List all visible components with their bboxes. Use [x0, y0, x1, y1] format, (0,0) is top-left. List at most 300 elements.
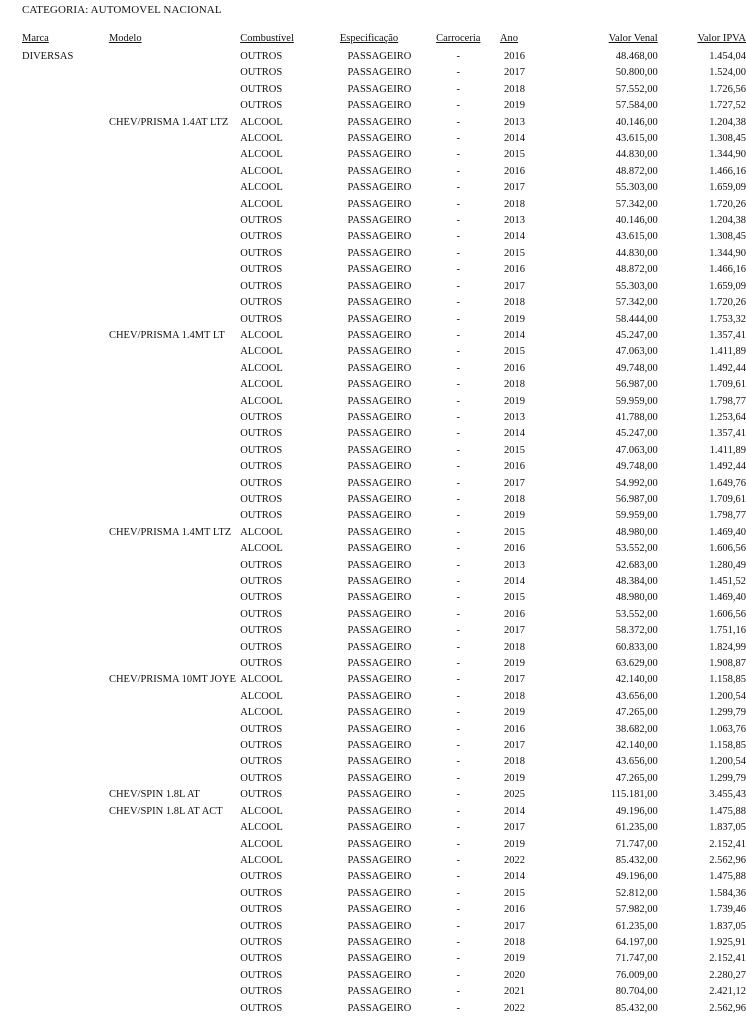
- table-row: [22, 246, 746, 262]
- cell-marca: [22, 197, 109, 213]
- cell-especificacao: PASSAGEIRO: [347, 83, 412, 95]
- cell-valor-venal: 57.342,00: [615, 198, 658, 210]
- cell-carroceria: -: [456, 805, 461, 817]
- cell-especificacao: PASSAGEIRO: [347, 1002, 412, 1014]
- cell-modelo: [109, 246, 240, 262]
- cell-valor-ipva: 1.344,90: [709, 149, 746, 161]
- cell-modelo: [109, 377, 240, 393]
- cell-marca: [22, 902, 109, 918]
- cell-especificacao: PASSAGEIRO: [347, 838, 412, 850]
- cell-modelo: [109, 837, 240, 853]
- cell-especificacao: PASSAGEIRO: [347, 149, 412, 161]
- cell-especificacao: PASSAGEIRO: [347, 215, 412, 227]
- cell-ano: 2013: [503, 215, 525, 227]
- cell-combustivel: OUTROS: [240, 493, 283, 505]
- cell-marca: [22, 262, 109, 278]
- table-row: [22, 525, 746, 541]
- cell-combustivel: OUTROS: [240, 67, 283, 79]
- cell-valor-ipva: 1.584,36: [709, 887, 746, 899]
- cell-ano: 2022: [503, 1002, 525, 1014]
- cell-valor-ipva: 1.454,04: [709, 51, 746, 62]
- cell-especificacao: PASSAGEIRO: [347, 264, 412, 276]
- cell-carroceria: -: [456, 871, 461, 883]
- cell-valor-ipva: 1.524,00: [709, 67, 746, 79]
- cell-valor-ipva: 1.411,89: [709, 444, 746, 456]
- cell-modelo: [109, 410, 240, 426]
- cell-valor-venal: 80.704,00: [615, 986, 658, 998]
- cell-marca: [22, 689, 109, 705]
- cell-modelo: [109, 771, 240, 787]
- cell-especificacao: PASSAGEIRO: [347, 133, 412, 145]
- table-row: [22, 65, 746, 81]
- cell-valor-venal: 58.444,00: [615, 313, 658, 325]
- cell-modelo: [109, 197, 240, 213]
- cell-marca: [22, 246, 109, 262]
- cell-modelo: [109, 65, 240, 81]
- cell-combustivel: OUTROS: [240, 953, 283, 965]
- cell-modelo: [109, 295, 240, 311]
- cell-modelo: [109, 558, 240, 574]
- cell-marca: [22, 492, 109, 508]
- cell-modelo: [109, 229, 240, 245]
- cell-modelo: [109, 312, 240, 328]
- cell-marca: [22, 82, 109, 98]
- table-row: [22, 558, 746, 574]
- cell-valor-ipva: 1.411,89: [709, 346, 746, 358]
- cell-combustivel: ALCOOL: [240, 198, 283, 210]
- cell-valor-ipva: 1.720,26: [709, 198, 746, 210]
- cell-modelo: [109, 147, 240, 163]
- cell-carroceria: -: [456, 346, 461, 358]
- cell-modelo: [109, 705, 240, 721]
- cell-modelo: [109, 361, 240, 377]
- cell-valor-venal: 59.959,00: [615, 510, 658, 522]
- cell-valor-ipva: 1.204,38: [709, 215, 746, 227]
- cell-especificacao: PASSAGEIRO: [347, 887, 412, 899]
- cell-valor-ipva: 1.798,77: [709, 395, 746, 407]
- cell-valor-venal: 47.265,00: [615, 772, 658, 784]
- table-row: [22, 295, 746, 311]
- table-row: [22, 492, 746, 508]
- cell-modelo: [109, 164, 240, 180]
- cell-ano: 2014: [503, 428, 525, 440]
- cell-modelo: [109, 590, 240, 606]
- cell-ano: 2019: [503, 838, 525, 850]
- cell-especificacao: PASSAGEIRO: [347, 805, 412, 817]
- cell-valor-venal: 42.140,00: [615, 674, 658, 686]
- cell-carroceria: -: [456, 297, 461, 309]
- cell-marca: [22, 1001, 109, 1017]
- table-row: [22, 919, 746, 935]
- cell-especificacao: PASSAGEIRO: [347, 461, 412, 473]
- cell-modelo: [109, 82, 240, 98]
- cell-carroceria: -: [456, 444, 461, 456]
- table-row: [22, 98, 746, 114]
- cell-ano: 2013: [503, 559, 525, 571]
- cell-modelo: [109, 476, 240, 492]
- cell-carroceria: -: [456, 641, 461, 653]
- vehicle-value-table: [22, 33, 746, 1017]
- cell-ano: 2015: [503, 444, 525, 456]
- table-row: [22, 49, 746, 65]
- cell-valor-ipva: 1.739,46: [709, 904, 746, 916]
- cell-valor-ipva: 1.751,16: [709, 625, 746, 637]
- cell-ano: 2019: [503, 707, 525, 719]
- cell-modelo: [109, 426, 240, 442]
- cell-modelo: [109, 262, 240, 278]
- cell-valor-ipva: 1.720,26: [709, 297, 746, 309]
- cell-combustivel: ALCOOL: [240, 690, 283, 702]
- cell-carroceria: -: [456, 411, 461, 423]
- cell-modelo: [109, 213, 240, 229]
- cell-especificacao: PASSAGEIRO: [347, 740, 412, 752]
- cell-combustivel: ALCOOL: [240, 526, 283, 538]
- cell-carroceria: -: [456, 969, 461, 981]
- cell-carroceria: -: [456, 723, 461, 735]
- cell-carroceria: -: [456, 904, 461, 916]
- cell-modelo: [109, 886, 240, 902]
- cell-carroceria: -: [456, 592, 461, 604]
- cell-valor-ipva: 1.466,16: [709, 165, 746, 177]
- cell-valor-venal: 71.747,00: [615, 838, 658, 850]
- cell-ano: 2018: [503, 379, 525, 391]
- table-row: [22, 705, 746, 721]
- table-row: [22, 82, 746, 98]
- cell-especificacao: PASSAGEIRO: [347, 936, 412, 948]
- cell-valor-venal: 76.009,00: [615, 969, 658, 981]
- table-row: [22, 902, 746, 918]
- cell-especificacao: PASSAGEIRO: [347, 116, 412, 128]
- cell-carroceria: -: [456, 215, 461, 227]
- cell-especificacao: PASSAGEIRO: [347, 100, 412, 112]
- cell-marca: [22, 787, 109, 803]
- cell-marca: [22, 361, 109, 377]
- cell-ano: 2015: [503, 592, 525, 604]
- cell-combustivel: OUTROS: [240, 936, 283, 948]
- cell-marca: [22, 65, 109, 81]
- header-combustivel: Combustível: [240, 33, 294, 44]
- table-row: [22, 754, 746, 770]
- cell-combustivel: OUTROS: [240, 477, 283, 489]
- cell-valor-ipva: 1.200,54: [709, 756, 746, 768]
- cell-especificacao: PASSAGEIRO: [347, 362, 412, 374]
- cell-valor-ipva: 1.837,05: [709, 822, 746, 834]
- cell-carroceria: -: [456, 313, 461, 325]
- cell-marca: [22, 377, 109, 393]
- cell-ano: 2014: [503, 329, 525, 341]
- cell-especificacao: PASSAGEIRO: [347, 625, 412, 637]
- cell-combustivel: OUTROS: [240, 576, 283, 587]
- cell-valor-ipva: 1.466,16: [709, 264, 746, 276]
- cell-combustivel: ALCOOL: [240, 379, 283, 391]
- cell-valor-venal: 49.748,00: [615, 461, 658, 473]
- cell-marca: [22, 590, 109, 606]
- table-row: [22, 574, 746, 590]
- cell-marca: [22, 147, 109, 163]
- cell-combustivel: OUTROS: [240, 658, 283, 670]
- cell-combustivel: OUTROS: [240, 740, 283, 752]
- cell-combustivel: OUTROS: [240, 411, 283, 423]
- cell-especificacao: PASSAGEIRO: [347, 707, 412, 719]
- cell-combustivel: ALCOOL: [240, 822, 283, 834]
- cell-valor-ipva: 2.152,41: [709, 838, 746, 850]
- cell-valor-ipva: 1.451,52: [709, 576, 746, 587]
- cell-modelo: [109, 541, 240, 557]
- cell-combustivel: OUTROS: [240, 428, 283, 440]
- cell-carroceria: -: [456, 936, 461, 948]
- cell-marca: [22, 640, 109, 656]
- cell-valor-ipva: 1.357,41: [709, 329, 746, 341]
- table-row: [22, 426, 746, 442]
- cell-combustivel: ALCOOL: [240, 329, 283, 341]
- cell-especificacao: PASSAGEIRO: [347, 444, 412, 456]
- cell-modelo: [109, 722, 240, 738]
- cell-valor-ipva: 1.649,76: [709, 477, 746, 489]
- table-row: [22, 837, 746, 853]
- cell-carroceria: -: [456, 231, 461, 243]
- cell-carroceria: -: [456, 67, 461, 79]
- cell-combustivel: ALCOOL: [240, 805, 283, 817]
- cell-marca: [22, 771, 109, 787]
- cell-especificacao: PASSAGEIRO: [347, 608, 412, 620]
- cell-modelo: [109, 869, 240, 885]
- cell-valor-ipva: 1.837,05: [709, 920, 746, 932]
- cell-marca: [22, 820, 109, 836]
- cell-especificacao: PASSAGEIRO: [347, 51, 412, 62]
- table-row: [22, 508, 746, 524]
- cell-combustivel: OUTROS: [240, 264, 283, 276]
- cell-especificacao: PASSAGEIRO: [347, 379, 412, 391]
- cell-marca: [22, 738, 109, 754]
- cell-valor-ipva: 1.357,41: [709, 428, 746, 440]
- cell-carroceria: -: [456, 100, 461, 112]
- table-row: [22, 640, 746, 656]
- cell-valor-venal: 47.265,00: [615, 707, 658, 719]
- cell-especificacao: PASSAGEIRO: [347, 510, 412, 522]
- cell-valor-venal: 60.833,00: [615, 641, 658, 653]
- cell-ano: 2015: [503, 526, 525, 538]
- cell-valor-venal: 38.682,00: [615, 723, 658, 735]
- cell-carroceria: -: [456, 740, 461, 752]
- cell-valor-ipva: 1.492,44: [709, 362, 746, 374]
- cell-especificacao: PASSAGEIRO: [347, 559, 412, 571]
- cell-marca: [22, 705, 109, 721]
- table-row: [22, 197, 746, 213]
- cell-modelo: [109, 689, 240, 705]
- cell-combustivel: OUTROS: [240, 280, 283, 292]
- cell-carroceria: -: [456, 395, 461, 407]
- cell-valor-venal: 71.747,00: [615, 953, 658, 965]
- table-row: [22, 590, 746, 606]
- cell-marca: [22, 574, 109, 590]
- cell-carroceria: -: [456, 953, 461, 965]
- cell-carroceria: -: [456, 986, 461, 998]
- cell-valor-venal: 49.748,00: [615, 362, 658, 374]
- cell-especificacao: PASSAGEIRO: [347, 789, 412, 801]
- cell-ano: 2015: [503, 887, 525, 899]
- cell-combustivel: ALCOOL: [240, 149, 283, 161]
- cell-carroceria: -: [456, 674, 461, 686]
- cell-modelo: [109, 754, 240, 770]
- cell-ano: 2018: [503, 493, 525, 505]
- cell-valor-venal: 40.146,00: [615, 116, 658, 128]
- cell-marca: [22, 459, 109, 475]
- cell-valor-ipva: 1.492,44: [709, 461, 746, 473]
- cell-valor-venal: 42.140,00: [615, 740, 658, 752]
- table-row: [22, 656, 746, 672]
- cell-combustivel: ALCOOL: [240, 674, 283, 686]
- table-row: [22, 853, 746, 869]
- cell-ano: 2017: [503, 67, 525, 79]
- cell-valor-ipva: 1.475,88: [709, 871, 746, 883]
- table-row: [22, 279, 746, 295]
- cell-modelo: [109, 508, 240, 524]
- cell-ano: 2016: [503, 51, 525, 62]
- cell-valor-ipva: 2.280,27: [709, 969, 746, 981]
- cell-valor-ipva: 1.063,76: [709, 723, 746, 735]
- category-title: CATEGORIA: AUTOMOVEL NACIONAL: [22, 4, 222, 16]
- cell-modelo: [109, 344, 240, 360]
- cell-marca: [22, 656, 109, 672]
- cell-valor-ipva: 3.455,43: [709, 789, 746, 801]
- table-row: [22, 787, 746, 803]
- cell-combustivel: ALCOOL: [240, 543, 283, 555]
- cell-especificacao: PASSAGEIRO: [347, 641, 412, 653]
- cell-especificacao: PASSAGEIRO: [347, 986, 412, 998]
- cell-combustivel: ALCOOL: [240, 165, 283, 177]
- cell-valor-venal: 85.432,00: [615, 1002, 658, 1014]
- cell-valor-ipva: 1.308,45: [709, 231, 746, 243]
- cell-marca: [22, 394, 109, 410]
- cell-especificacao: PASSAGEIRO: [347, 576, 412, 587]
- cell-ano: 2014: [503, 576, 525, 587]
- cell-valor-venal: 53.552,00: [615, 608, 658, 620]
- cell-valor-venal: 57.584,00: [615, 100, 658, 112]
- cell-valor-venal: 48.468,00: [615, 51, 658, 62]
- cell-combustivel: OUTROS: [240, 641, 283, 653]
- cell-valor-ipva: 1.606,56: [709, 608, 746, 620]
- cell-ano: 2019: [503, 313, 525, 325]
- cell-valor-ipva: 2.562,96: [709, 854, 746, 866]
- cell-valor-ipva: 1.824,99: [709, 641, 746, 653]
- cell-especificacao: PASSAGEIRO: [347, 592, 412, 604]
- cell-valor-venal: 40.146,00: [615, 215, 658, 227]
- cell-valor-ipva: 1.299,79: [709, 707, 746, 719]
- cell-carroceria: -: [456, 116, 461, 128]
- cell-ano: 2019: [503, 395, 525, 407]
- cell-marca: [22, 279, 109, 295]
- table-row: [22, 623, 746, 639]
- cell-marca: [22, 410, 109, 426]
- cell-carroceria: -: [456, 658, 461, 670]
- cell-modelo: [109, 131, 240, 147]
- cell-modelo: [109, 607, 240, 623]
- cell-valor-ipva: 2.421,12: [709, 986, 746, 998]
- cell-combustivel: ALCOOL: [240, 395, 283, 407]
- cell-carroceria: -: [456, 887, 461, 899]
- cell-valor-venal: 53.552,00: [615, 543, 658, 555]
- table-row: [22, 869, 746, 885]
- cell-especificacao: PASSAGEIRO: [347, 756, 412, 768]
- cell-combustivel: OUTROS: [240, 608, 283, 620]
- cell-modelo: [109, 919, 240, 935]
- cell-valor-ipva: 1.280,49: [709, 559, 746, 571]
- table-row: [22, 476, 746, 492]
- cell-valor-ipva: 1.200,54: [709, 690, 746, 702]
- header-valor-venal: Valor Venal: [608, 33, 658, 44]
- cell-combustivel: OUTROS: [240, 986, 283, 998]
- cell-ano: 2017: [503, 182, 525, 194]
- table-row: [22, 722, 746, 738]
- cell-ano: 2013: [503, 411, 525, 423]
- cell-especificacao: PASSAGEIRO: [347, 493, 412, 505]
- cell-modelo: [109, 902, 240, 918]
- cell-marca: [22, 229, 109, 245]
- cell-combustivel: ALCOOL: [240, 133, 283, 145]
- cell-modelo: CHEV/SPIN 1.8L AT ACT: [108, 805, 223, 817]
- table-row: [22, 984, 746, 1000]
- cell-marca: [22, 607, 109, 623]
- cell-carroceria: -: [456, 690, 461, 702]
- cell-valor-venal: 41.788,00: [615, 411, 658, 423]
- cell-ano: 2018: [503, 198, 525, 210]
- cell-valor-venal: 43.656,00: [615, 756, 658, 768]
- cell-marca: [22, 886, 109, 902]
- cell-valor-venal: 42.683,00: [615, 559, 658, 571]
- cell-valor-venal: 49.196,00: [615, 871, 658, 883]
- cell-marca: [22, 804, 109, 820]
- cell-combustivel: OUTROS: [240, 789, 283, 801]
- cell-carroceria: -: [456, 133, 461, 145]
- cell-ano: 2018: [503, 297, 525, 309]
- cell-especificacao: PASSAGEIRO: [347, 231, 412, 243]
- cell-ano: 2018: [503, 641, 525, 653]
- cell-marca: [22, 443, 109, 459]
- table-row: [22, 771, 746, 787]
- cell-valor-venal: 64.197,00: [615, 936, 658, 948]
- cell-valor-venal: 48.872,00: [615, 264, 658, 276]
- cell-carroceria: -: [456, 543, 461, 555]
- cell-carroceria: -: [456, 854, 461, 866]
- cell-valor-ipva: 1.659,09: [709, 280, 746, 292]
- cell-valor-venal: 45.247,00: [615, 428, 658, 440]
- table-row: [22, 935, 746, 951]
- cell-ano: 2019: [503, 772, 525, 784]
- cell-valor-ipva: 1.158,85: [709, 674, 746, 686]
- cell-valor-ipva: 1.753,32: [709, 313, 746, 325]
- cell-combustivel: OUTROS: [240, 772, 283, 784]
- cell-modelo: [109, 459, 240, 475]
- table-row: [22, 115, 746, 131]
- cell-combustivel: OUTROS: [240, 1002, 283, 1014]
- cell-ano: 2017: [503, 625, 525, 637]
- cell-modelo: [109, 951, 240, 967]
- cell-combustivel: ALCOOL: [240, 854, 283, 866]
- cell-modelo: [109, 820, 240, 836]
- cell-valor-ipva: 1.727,52: [709, 100, 746, 112]
- cell-especificacao: PASSAGEIRO: [347, 395, 412, 407]
- cell-combustivel: ALCOOL: [240, 116, 283, 128]
- cell-marca: [22, 344, 109, 360]
- header-valor-ipva: Valor IPVA: [697, 33, 746, 44]
- cell-valor-venal: 43.615,00: [615, 231, 658, 243]
- cell-valor-ipva: 1.709,61: [709, 379, 746, 391]
- cell-carroceria: -: [456, 608, 461, 620]
- cell-valor-venal: 50.800,00: [615, 67, 658, 79]
- table-row: [22, 820, 746, 836]
- cell-ano: 2017: [503, 477, 525, 489]
- header-modelo: Modelo: [108, 33, 142, 44]
